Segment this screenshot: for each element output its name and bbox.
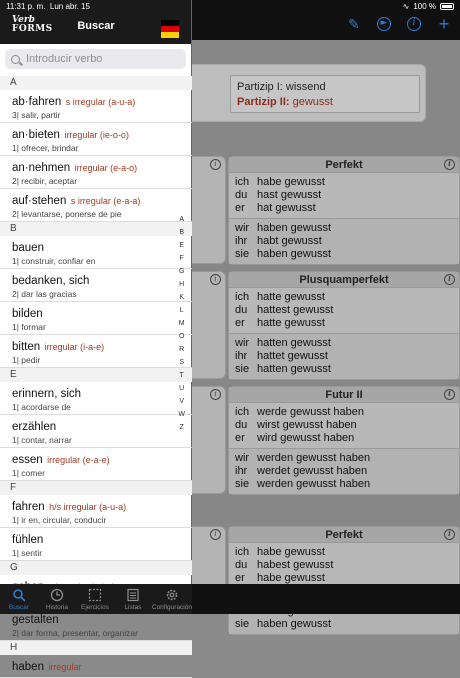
verb-form: wird gewusst haben [257,432,355,444]
tense-card [228,526,460,635]
verb-name: bedanken, sich [12,275,90,287]
pronoun: ich [235,176,250,188]
tab-label: Historia [45,603,68,611]
verb-form: werdet gewusst haben [257,465,368,477]
pronoun: wir [235,337,250,349]
battery-percent: 100 % [413,2,436,11]
pronoun: sie [235,478,250,490]
main-tabbar [192,584,460,614]
partizip-card [192,64,426,122]
tense-card [228,271,460,380]
section-header: G [0,561,192,575]
conjugation-line [235,478,453,491]
verb-form: habe gewusst [257,572,325,584]
status-time: 11:31 p. m. Lun abr. 15 [6,2,90,11]
conjugation-line [235,452,453,465]
verb-translation: 1| contar, narrar [12,435,72,445]
pronoun: du [235,559,248,571]
verb-form: haben gewusst [257,618,331,630]
alphabet-index[interactable] [178,216,185,431]
verb-name: an·nehmen [12,162,71,174]
verb-form: haben gewusst [257,248,331,260]
search-input[interactable] [26,53,186,65]
info-icon[interactable]: i [210,159,221,170]
verb-translation: 2| recibir, aceptar [12,176,78,186]
index-letter[interactable]: E [179,242,185,249]
verb-form: hat gewusst [257,202,316,214]
info-icon[interactable]: i [444,274,455,285]
conjugation-line [235,337,453,350]
verb-name: ab·fahren [12,96,62,108]
irregular-tag: irregular (i-a-e) [44,342,105,352]
status-right [403,2,454,11]
conjugation-line [235,432,453,445]
panel-title: Buscar [77,20,115,32]
pronoun: wir [235,452,250,464]
tab-label: Buscar [8,603,30,611]
conjugation-line [235,406,453,419]
conjugation-line [235,248,453,261]
verb-form: hatten gewusst [257,363,331,375]
german-flag-icon[interactable] [161,20,179,38]
conjugation-line [235,189,453,202]
plural-group [229,333,459,379]
verb-form: wirst gewusst haben [257,419,357,431]
plural-group [229,218,459,264]
singular-group [229,288,459,333]
verb-list-item[interactable] [0,495,192,528]
index-letter[interactable]: A [179,216,185,223]
tab-configuración[interactable] [152,584,192,614]
partizip2-label: Partizip II: [237,96,290,108]
tab-label: Ejercicios [81,603,109,611]
verb-name: haben [12,661,44,673]
conjugation-line [235,222,453,235]
pronoun: sie [235,618,250,630]
index-letter[interactable]: O [178,333,185,340]
verb-form: hast gewusst [257,189,322,201]
verb-name: an·bieten [12,129,60,141]
conjugation-view [192,0,460,630]
tab-label: Configuración [151,603,192,611]
tense-title: Plusquamperfekt i [229,272,459,288]
clock-icon [50,588,64,602]
battery-icon [440,3,454,10]
info-icon[interactable]: i [210,274,221,285]
irregular-tag: irregular (e-a-o) [74,163,138,173]
irregular-tag: irregular (e-a-e) [47,455,110,465]
tab-bar [0,584,192,614]
verb-translation: 2| dar las gracias [12,289,77,299]
tense-card [228,156,460,265]
info-icon[interactable]: i [444,159,455,170]
pronoun: du [235,304,248,316]
verb-list-item[interactable] [0,415,192,448]
index-letter[interactable]: L [179,307,184,314]
verb-name: bilden [12,308,43,320]
pronoun: wir [235,222,250,234]
pronoun: sie [235,363,250,375]
verb-list-item[interactable] [0,90,192,123]
pronoun: du [235,419,248,431]
info-icon[interactable]: i [444,389,455,400]
verb-list-item[interactable] [0,448,192,481]
verb-translation: 1| sentir [12,548,43,558]
verb-translation: 1| construir, confiar en [12,256,96,266]
index-letter[interactable]: R [179,346,185,353]
irregular-tag: s irregular (e-a-a) [70,196,141,206]
conjugation-line [235,291,453,304]
index-letter[interactable]: M [178,320,185,327]
verb-form: hattest gewusst [257,304,334,316]
verb-translation: 2| dar forma, presentar, organizar [12,628,138,638]
index-letter[interactable]: V [179,398,185,405]
pronoun: ich [235,546,250,558]
verb-name: erzählen [12,421,57,433]
irregular-tag: s irregular (a-u-a) [65,97,136,107]
index-letter[interactable]: U [179,385,185,392]
speaker-icon[interactable]: ► [376,16,392,32]
conjugation-line [235,317,453,330]
verb-list-item[interactable] [0,302,192,335]
plural-group [229,448,459,494]
verb-list-item[interactable] [0,335,192,368]
verb-name: auf·stehen [12,195,67,207]
conjugation-line [235,465,453,478]
verb-list-item[interactable] [0,382,192,415]
verb-list-item[interactable] [0,236,192,269]
section-header: E [0,368,192,382]
tense-card-partial [192,271,226,379]
pronoun: ihr [235,465,248,477]
index-letter[interactable]: B [179,229,185,236]
tab-buscar[interactable] [0,584,38,614]
tab-historia[interactable] [38,584,76,614]
tense-title: Perfekt i [229,527,459,543]
verb-list-item[interactable] [0,655,192,678]
app-logo: Verb FORMS [12,15,53,34]
partizip2-value: gewusst [292,96,333,108]
conjugation-line [235,176,453,189]
conjugation-line [235,363,453,376]
index-letter[interactable]: W [178,411,185,418]
tab-ejercicios[interactable] [76,584,114,614]
verb-name: bauen [12,242,44,254]
verb-name: essen [12,454,43,466]
edit-icon[interactable]: ✎ [348,15,360,32]
pronoun: ihr [235,350,248,362]
verb-list-item[interactable] [0,269,192,302]
partizip1-value: wissend [285,81,326,93]
verb-form: habt gewusst [257,235,322,247]
info-icon[interactable]: i [444,529,455,540]
verb-form: habest gewusst [257,559,334,571]
pronoun: er [235,572,245,584]
info-icon[interactable]: i [406,16,422,32]
verb-translation: 1| pedir [12,355,41,365]
verb-form: werden gewusst haben [257,452,371,464]
verb-form: hatten gewusst [257,337,331,349]
verb-form: haben gewusst [257,222,331,234]
wifi-icon: ∿ [402,2,410,11]
verb-form: habe gewusst [257,546,325,558]
info-icon[interactable]: i [210,529,221,540]
verb-name: bitten [12,341,41,353]
index-letter[interactable]: G [178,268,185,275]
index-letter[interactable]: Z [179,424,184,431]
pronoun: ihr [235,235,248,247]
verb-translation: 1| comer [12,468,45,478]
index-letter[interactable]: H [179,281,185,288]
irregular-tag: irregular [48,662,82,672]
conjugation-line [235,202,453,215]
singular-group [229,403,459,448]
status-bar [0,0,460,14]
verb-form: habe gewusst [257,176,325,188]
pronoun: du [235,189,248,201]
verb-translation: 1| acordarse de [12,402,71,412]
search-bar[interactable] [5,49,186,69]
singular-group [229,173,459,218]
verb-translation: 3| salir, partir [12,110,61,120]
index-letter[interactable]: K [179,294,185,301]
add-icon[interactable]: + [438,13,450,34]
pronoun: ich [235,291,250,303]
conjugation-line [235,419,453,432]
tab-label: Listas [124,603,142,611]
verb-translation: 1| ofrecer, brindar [12,143,79,153]
verb-name: fahren [12,501,45,513]
singular-group [229,543,459,588]
pronoun: ich [235,406,250,418]
conjugation-line [235,546,453,559]
partizip1-label: Partizip I: [237,81,283,93]
exercise-icon [88,588,102,602]
verb-list-item[interactable] [0,189,192,222]
section-header: F [0,481,192,495]
index-letter[interactable]: F [179,255,184,262]
verb-form: werde gewusst haben [257,406,365,418]
conjugation-line [235,559,453,572]
pronoun: er [235,202,245,214]
tense-card [228,386,460,495]
irregular-tag: irregular (ie-o-o) [64,130,129,140]
section-header: B [0,222,192,236]
section-header: H [0,641,192,655]
conjugation-line [235,350,453,363]
verb-form: hatte gewusst [257,291,325,303]
index-letter[interactable]: S [179,359,185,366]
search-icon [12,588,26,602]
verb-translation: 1| ir en, circular, conducir [12,515,107,525]
gear-icon [165,588,179,602]
tense-card-partial [192,386,226,494]
verb-list-item[interactable] [0,156,192,189]
conjugation-line [235,304,453,317]
verb-list-item[interactable] [0,528,192,561]
verb-name: gestalten [12,614,59,626]
verb-translation: 1| formar [12,322,46,332]
verb-name: fühlen [12,534,44,546]
verb-form: hatte gewusst [257,317,325,329]
conjugation-line [235,235,453,248]
section-header: A [0,76,192,90]
pronoun: er [235,432,245,444]
tense-card-partial [192,156,226,264]
tab-listas[interactable] [114,584,152,614]
verb-form: hattet gewusst [257,350,328,362]
conjugation-line [235,618,453,631]
list-icon [126,588,140,602]
irregular-tag: h/s irregular (a-u-a) [49,502,127,512]
index-letter[interactable]: T [179,372,184,379]
pronoun: sie [235,248,250,260]
pronoun: er [235,317,245,329]
tense-title: Futur II i [229,387,459,403]
verb-translation: 2| levantarse, ponerse de pie [12,209,122,219]
verb-list-item[interactable] [0,123,192,156]
search-icon [11,55,20,64]
info-icon[interactable]: i [210,389,221,400]
verb-form: werden gewusst haben [257,478,371,490]
search-panel [0,0,192,673]
tense-title: Perfekt i [229,157,459,173]
verb-name: erinnern, sich [12,388,82,400]
